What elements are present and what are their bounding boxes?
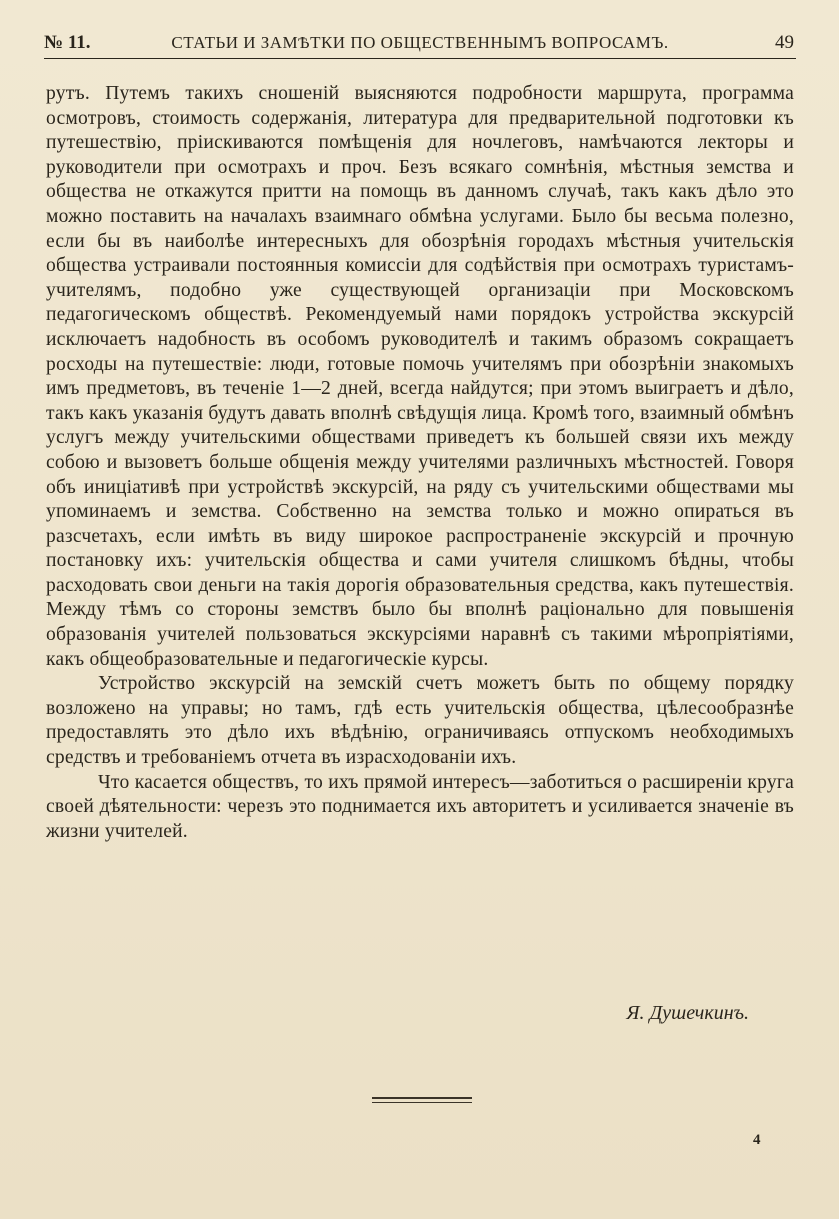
- paragraph-zemstvo: Устройство экскурсій на земскій счетъ можетъ быть по общему порядку возложено на управы; но тамъ, гдѣ есть учительскія общества, цѣлесообразнѣе предоставлять это дѣло ихъ вѣдѣнію, ограничиваясь отпускомъ необходимыхъ средствъ и требованіемъ отчета въ израсходованіи ихъ.: [46, 673, 794, 769]
- paragraph-continuation: рутъ. Путемъ такихъ сношеній выясняются подробности маршрута, программа осмотровъ, стоимость содержанія, литература для предварительной подготовки къ путешествію, прiискиваются помѣщенія для ночлеговъ, намѣчаются лекторы и руководители при осмотрахъ и проч. Безъ всякаго сомнѣнія, мѣстныя земства и общества не откажутся притти на помощь въ данномъ случаѣ, такъ какъ дѣло это можно поставить на началахъ взаимнаго обмѣна услугами. Было бы весьма полезно, если бы въ наиболѣе интересныхъ для обозрѣнія городахъ мѣстныя учительскія общества устраивали постоянныя комиссіи для содѣйствія при осмотрахъ туристамъ-учителямъ, подобно уже существующей организаціи при Московскомъ педагогическомъ обществѣ. Рекомендуемый нами порядокъ устройства экскурсій исключаетъ надобность въ особомъ руководителѣ и такимъ образомъ сокращаетъ росходы на путешествіе: люди, готовые помочь учителямъ при обозрѣніи знакомыхъ имъ предметовъ, въ теченіе 1—2 дней, всегда найдутся; при этомъ выиграетъ и дѣло, такъ какъ указанія будутъ давать вполнѣ свѣдущія лица. Кромѣ того, взаимный обмѣнъ услугъ между учительскими обществами приведетъ къ большей связи ихъ между собою и вызоветъ больше общенія между учителями различныхъ мѣстностей. Говоря объ иниціативѣ при устройствѣ экскурсій, на ряду съ учительскими обществами мы упоминаемъ и земства. Собственно на земства только и можно опираться въ разсчетахъ, если имѣть въ виду широкое распространеніе экскурсій и прочную постановку ихъ: учительскія общества и сами учителя слишкомъ бѣдны, чтобы расходовать свои деньги на такія дорогія образовательныя средства, какъ путешествія. Между тѣмъ со стороны земствъ было бы вполнѣ раціонально для повышенія образованія учителей пользоваться экскурсіями наравнѣ съ такими мѣропріятіями, какъ общеобразовательные и педагогическіе курсы.: [46, 83, 794, 670]
- section-title: СТАТЬИ И ЗАМѢТКИ ПО ОБЩЕСТВЕННЫМЪ ВОПРОСАМЪ.: [171, 33, 669, 52]
- printer-signature-mark: 4: [753, 1132, 761, 1148]
- end-rule: [372, 1097, 472, 1106]
- author-signature: Я. Душечкинъ.: [626, 1002, 749, 1024]
- page-number: 49: [775, 32, 794, 53]
- end-rule-line-bottom: [372, 1102, 472, 1104]
- article-body: [46, 82, 794, 844]
- issue-number: № 11.: [44, 32, 91, 53]
- running-header: [44, 28, 796, 59]
- end-rule-line-top: [372, 1097, 472, 1099]
- paragraph-societies: Что касается обществъ, то ихъ прямой интересъ—заботиться о расширеніи круга своей дѣятельности: черезъ это поднимается ихъ авторитетъ и усиливается значеніе въ жизни учителей.: [46, 771, 794, 842]
